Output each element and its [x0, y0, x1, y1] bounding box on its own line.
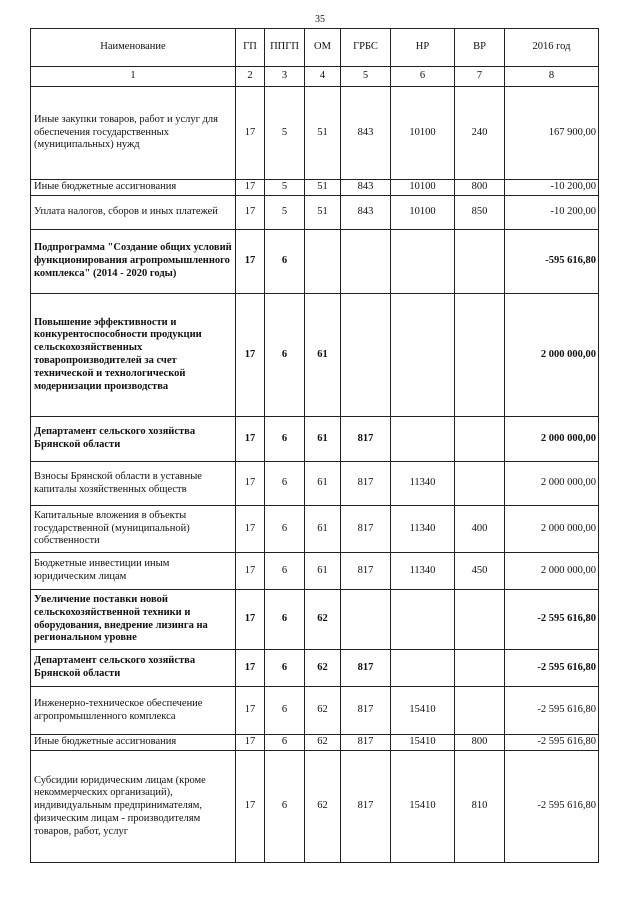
cell-nr: 10100	[391, 196, 455, 230]
cell-om: 61	[305, 462, 341, 506]
cell-grbs	[341, 230, 391, 294]
cell-grbs: 817	[341, 553, 391, 590]
cell-gp: 17	[236, 590, 265, 650]
table-row	[31, 687, 599, 735]
cell-om: 62	[305, 590, 341, 650]
cell-grbs: 817	[341, 417, 391, 462]
table-row	[31, 230, 599, 294]
cell-ppgp: 6	[265, 751, 305, 863]
table-row	[31, 87, 599, 180]
column-number: 6	[391, 67, 455, 87]
cell-name: Субсидии юридическим лицам (кроме некоммерческих организаций), индивидуальным предпринимателям, физическим лицам - производителям товаров, работ, услуг	[31, 751, 236, 863]
header-nr: НР	[391, 29, 455, 67]
cell-nr	[391, 294, 455, 417]
table-row	[31, 553, 599, 590]
cell-ppgp: 6	[265, 590, 305, 650]
cell-gp: 17	[236, 650, 265, 687]
table-row	[31, 417, 599, 462]
cell-grbs	[341, 590, 391, 650]
cell-ppgp: 6	[265, 735, 305, 751]
cell-nr: 11340	[391, 553, 455, 590]
header-grbs: ГРБС	[341, 29, 391, 67]
cell-nr	[391, 230, 455, 294]
cell-nr: 10100	[391, 87, 455, 180]
cell-ppgp: 6	[265, 230, 305, 294]
cell-nr: 15410	[391, 687, 455, 735]
cell-om: 61	[305, 294, 341, 417]
table-body	[31, 87, 599, 863]
cell-om: 62	[305, 751, 341, 863]
page-number: 35	[315, 14, 325, 25]
cell-amount: 2 000 000,00	[505, 506, 599, 553]
cell-vr: 400	[455, 506, 505, 553]
cell-grbs: 817	[341, 650, 391, 687]
cell-ppgp: 5	[265, 180, 305, 196]
cell-om: 51	[305, 87, 341, 180]
cell-vr	[455, 417, 505, 462]
table-row	[31, 196, 599, 230]
cell-om: 51	[305, 196, 341, 230]
cell-amount: -10 200,00	[505, 196, 599, 230]
cell-nr: 11340	[391, 462, 455, 506]
cell-grbs: 817	[341, 462, 391, 506]
cell-name: Подпрограмма "Создание общих условий функционирования агропромышленного комплекса" (2014 - 2020 годы)	[31, 230, 236, 294]
cell-amount: -595 616,80	[505, 230, 599, 294]
cell-amount: 2 000 000,00	[505, 417, 599, 462]
cell-ppgp: 6	[265, 506, 305, 553]
cell-name: Иные бюджетные ассигнования	[31, 180, 236, 196]
column-number: 8	[505, 67, 599, 87]
cell-gp: 17	[236, 417, 265, 462]
cell-nr	[391, 590, 455, 650]
cell-name: Капитальные вложения в объекты государственной (муниципальной) собственности	[31, 506, 236, 553]
cell-grbs: 843	[341, 180, 391, 196]
cell-vr: 800	[455, 180, 505, 196]
header-year: 2016 год	[505, 29, 599, 67]
header-gp: ГП	[236, 29, 265, 67]
cell-gp: 17	[236, 751, 265, 863]
cell-name: Департамент сельского хозяйства Брянской области	[31, 417, 236, 462]
cell-gp: 17	[236, 180, 265, 196]
cell-nr: 15410	[391, 735, 455, 751]
table-row	[31, 180, 599, 196]
cell-ppgp: 6	[265, 417, 305, 462]
cell-gp: 17	[236, 506, 265, 553]
column-number: 2	[236, 67, 265, 87]
cell-gp: 17	[236, 87, 265, 180]
cell-name: Бюджетные инвестиции иным юридическим лицам	[31, 553, 236, 590]
column-number: 4	[305, 67, 341, 87]
cell-grbs: 817	[341, 687, 391, 735]
header-om: ОМ	[305, 29, 341, 67]
cell-name: Иные бюджетные ассигнования	[31, 735, 236, 751]
header-ppgp: ППГП	[265, 29, 305, 67]
cell-amount: -2 595 616,80	[505, 735, 599, 751]
cell-gp: 17	[236, 230, 265, 294]
cell-vr	[455, 294, 505, 417]
cell-name: Уплата налогов, сборов и иных платежей	[31, 196, 236, 230]
cell-grbs: 817	[341, 735, 391, 751]
cell-ppgp: 6	[265, 553, 305, 590]
column-number-row	[31, 67, 599, 87]
cell-ppgp: 6	[265, 294, 305, 417]
cell-amount: 167 900,00	[505, 87, 599, 180]
table-row	[31, 590, 599, 650]
cell-vr	[455, 230, 505, 294]
cell-gp: 17	[236, 687, 265, 735]
cell-om: 51	[305, 180, 341, 196]
cell-om: 61	[305, 553, 341, 590]
cell-om: 62	[305, 650, 341, 687]
cell-ppgp: 6	[265, 462, 305, 506]
cell-om: 62	[305, 735, 341, 751]
table-row	[31, 294, 599, 417]
cell-vr: 450	[455, 553, 505, 590]
cell-amount: -2 595 616,80	[505, 687, 599, 735]
cell-ppgp: 6	[265, 687, 305, 735]
cell-vr: 800	[455, 735, 505, 751]
cell-vr	[455, 687, 505, 735]
cell-amount: 2 000 000,00	[505, 553, 599, 590]
cell-nr	[391, 650, 455, 687]
table-row	[31, 735, 599, 751]
column-number: 5	[341, 67, 391, 87]
cell-vr	[455, 462, 505, 506]
header-vr: ВР	[455, 29, 505, 67]
header-name: Наименование	[31, 29, 236, 67]
cell-amount: -2 595 616,80	[505, 751, 599, 863]
cell-vr	[455, 650, 505, 687]
cell-om: 62	[305, 687, 341, 735]
cell-gp: 17	[236, 553, 265, 590]
cell-amount: -2 595 616,80	[505, 590, 599, 650]
cell-vr: 850	[455, 196, 505, 230]
budget-table	[30, 28, 599, 863]
column-number: 1	[31, 67, 236, 87]
cell-nr	[391, 417, 455, 462]
cell-vr: 240	[455, 87, 505, 180]
cell-amount: -10 200,00	[505, 180, 599, 196]
cell-grbs: 843	[341, 196, 391, 230]
cell-ppgp: 5	[265, 196, 305, 230]
cell-grbs: 843	[341, 87, 391, 180]
cell-nr: 15410	[391, 751, 455, 863]
cell-om	[305, 230, 341, 294]
cell-nr: 11340	[391, 506, 455, 553]
cell-gp: 17	[236, 462, 265, 506]
cell-name: Взносы Брянской области в уставные капиталы хозяйственных обществ	[31, 462, 236, 506]
cell-ppgp: 5	[265, 87, 305, 180]
table-row	[31, 462, 599, 506]
cell-gp: 17	[236, 294, 265, 417]
cell-name: Увеличение поставки новой сельскохозяйственной техники и оборудования, внедрение лизинга на региональном уровне	[31, 590, 236, 650]
cell-gp: 17	[236, 196, 265, 230]
cell-amount: 2 000 000,00	[505, 462, 599, 506]
cell-ppgp: 6	[265, 650, 305, 687]
cell-vr: 810	[455, 751, 505, 863]
table-row	[31, 751, 599, 863]
cell-om: 61	[305, 506, 341, 553]
cell-grbs: 817	[341, 506, 391, 553]
cell-vr	[455, 590, 505, 650]
cell-grbs	[341, 294, 391, 417]
cell-nr: 10100	[391, 180, 455, 196]
cell-gp: 17	[236, 735, 265, 751]
header-row	[31, 29, 599, 67]
cell-grbs: 817	[341, 751, 391, 863]
cell-name: Повышение эффективности и конкурентоспособности продукции сельскохозяйственных товаропроизводителей за счет технической и технологической модернизации производства	[31, 294, 236, 417]
cell-om: 61	[305, 417, 341, 462]
cell-amount: -2 595 616,80	[505, 650, 599, 687]
table-row	[31, 650, 599, 687]
column-number: 3	[265, 67, 305, 87]
column-number: 7	[455, 67, 505, 87]
cell-name: Инженерно-техническое обеспечение агропромышленного комплекса	[31, 687, 236, 735]
cell-amount: 2 000 000,00	[505, 294, 599, 417]
table-row	[31, 506, 599, 553]
cell-name: Департамент сельского хозяйства Брянской области	[31, 650, 236, 687]
cell-name: Иные закупки товаров, работ и услуг для обеспечения государственных (муниципальных) нужд	[31, 87, 236, 180]
